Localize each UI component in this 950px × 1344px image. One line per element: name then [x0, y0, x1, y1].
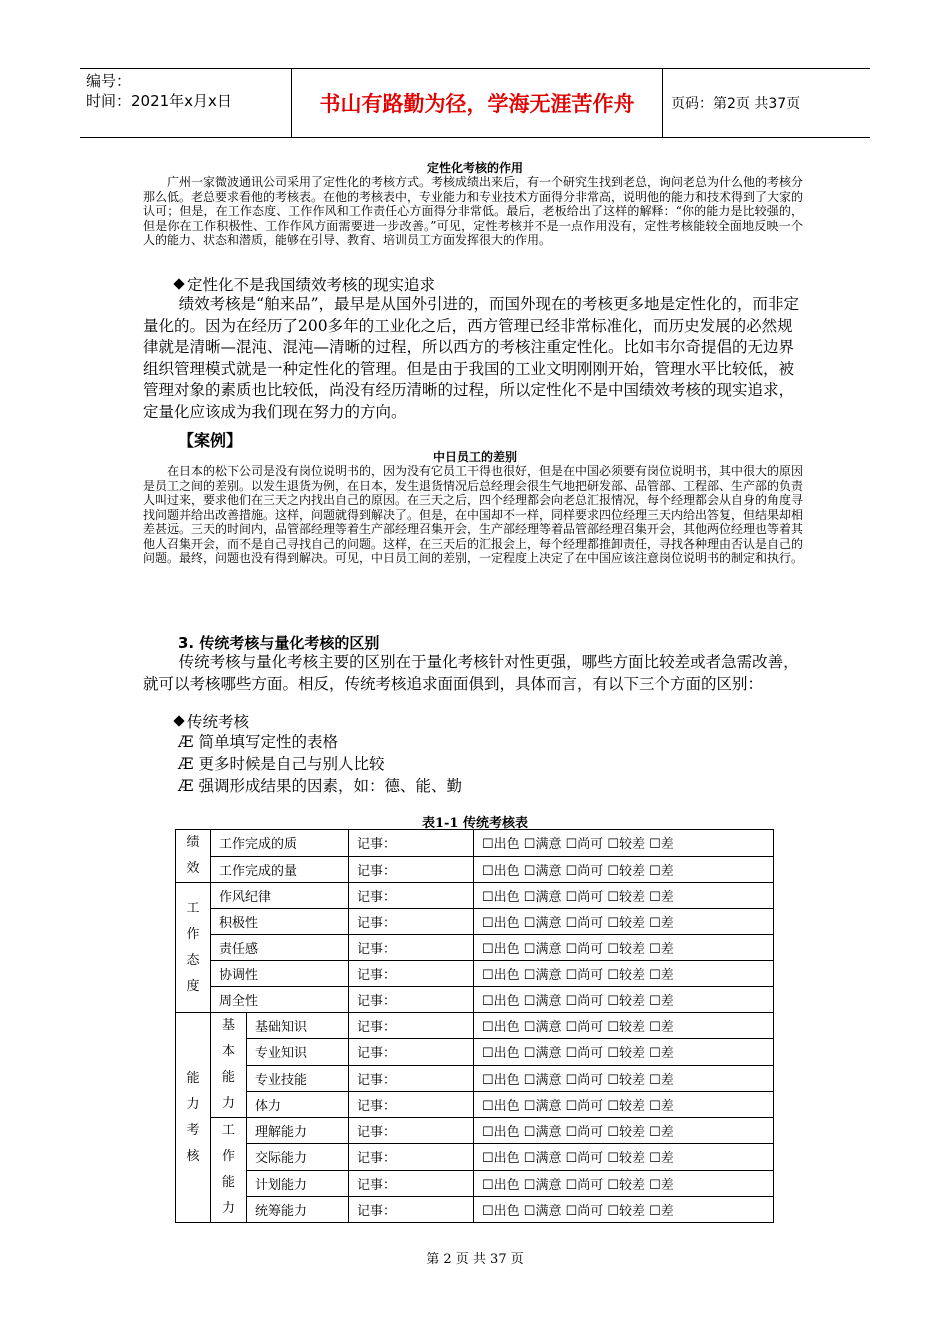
page-header [80, 68, 870, 138]
section1-body-block [143, 175, 803, 248]
section2-body: 绩效考核是“舶来品”，最早是从国外引进的，而国外现在的考核更多地是定性化的，而非定量化的。因为在经历了200多年的工业化之后，西方管理已经非常标准化，而历史发展的必然规律就是清晰—混沌、混沌—清晰的过程，所以西方的考核注重定性化。比如韦尔奇提倡的无边界组织管理模式就是一种定性化的管理。但是由于我国的工业文明刚刚开始，管理水平比较低，被管理对象的素质也比较低，尚没有经历清晰的过程，所以定性化不是中国绩效考核的现实追求，定量化应该成为我们现在努力的方向。 [143, 295, 799, 421]
record-cell[interactable]: 记事： [349, 909, 474, 935]
table-row [176, 883, 774, 909]
table-row [176, 935, 774, 961]
record-cell[interactable]: 记事： [349, 1091, 474, 1117]
row-item: 协调性 [211, 961, 349, 987]
subgroup-label: 基本能力 [211, 1013, 247, 1118]
section3-heading: 3. 传统考核与量化考核的区别 [178, 634, 380, 652]
table-row [176, 1118, 774, 1144]
diamond-bullet-icon [173, 278, 184, 289]
rating-options[interactable]: ☐出色 ☐满意 ☐尚可 ☐较差 ☐差 [474, 856, 774, 883]
table-row [176, 856, 774, 883]
diamond-bullet-icon [173, 715, 184, 726]
group-label: 工作态度 [176, 883, 211, 1013]
section3-body-block [143, 652, 808, 695]
rating-options[interactable]: ☐出色 ☐满意 ☐尚可 ☐较差 ☐差 [474, 1013, 774, 1039]
code-label: 编号： [86, 72, 132, 90]
section3-bullet-heading: 传统考核 [187, 713, 250, 731]
row-item: 基础知识 [247, 1013, 349, 1039]
page-footer: 第 2 页 共 37 页 [426, 1252, 524, 1267]
rating-options[interactable]: ☐出色 ☐满意 ☐尚可 ☐较差 ☐差 [474, 961, 774, 987]
list-item: Æ 强调形成结果的因素，如：德、能、勤 [178, 777, 462, 795]
record-cell[interactable]: 记事： [349, 856, 474, 883]
table-row [176, 909, 774, 935]
section2-body-block [143, 294, 808, 423]
case-label: 【案例】 [178, 431, 243, 450]
section1-title: 定性化考核的作用 [426, 161, 523, 175]
row-item: 计划能力 [247, 1170, 349, 1196]
record-cell[interactable]: 记事： [349, 1013, 474, 1039]
row-item: 专业技能 [247, 1065, 349, 1091]
section2-heading: 定性化不是我国绩效考核的现实追求 [187, 276, 436, 294]
record-cell[interactable]: 记事： [349, 830, 474, 857]
table-row [176, 1065, 774, 1091]
rating-options[interactable]: ☐出色 ☐满意 ☐尚可 ☐较差 ☐差 [474, 1144, 774, 1170]
row-item: 统筹能力 [247, 1196, 349, 1222]
table-row [176, 961, 774, 987]
record-cell[interactable]: 记事： [349, 1118, 474, 1144]
table-row [176, 1196, 774, 1222]
row-item: 理解能力 [247, 1118, 349, 1144]
list-item: Æ 简单填写定性的表格 [178, 733, 338, 751]
rating-options[interactable]: ☐出色 ☐满意 ☐尚可 ☐较差 ☐差 [474, 987, 774, 1013]
section1-body: 广州一家微波通讯公司采用了定性化的考核方式。考核成绩出来后，有一个研究生找到老总，询问老总为什么他的考核分那么低。老总要求看他的考核表。在他的考核表中，专业能力和专业技术方面得分非常高，说明他的能力和技术得到了大家的认可；但是，在工作态度、工作作风和工作责任心方面得分非常低。最后，老板给出了这样的解释：“你的能力是比较强的，但是你在工作积极性、工作作风方面需要进一步改善。”可见，定性考核并不是一点作用没有，定性考核能较全面地反映一个人的能力、状态和潜质，能够在引导、教育、培训员工方面发挥很大的作用。 [143, 175, 804, 247]
rating-options[interactable]: ☐出色 ☐满意 ☐尚可 ☐较差 ☐差 [474, 935, 774, 961]
header-page-info: 页码：第2页 共37页 [671, 96, 801, 112]
subgroup-label: 工作能力 [211, 1118, 247, 1223]
group-label: 能力考核 [176, 1013, 211, 1223]
row-item: 体力 [247, 1091, 349, 1117]
table-caption: 表1-1 传统考核表 [421, 816, 528, 831]
section2-heading-row [173, 273, 435, 295]
rating-options[interactable]: ☐出色 ☐满意 ☐尚可 ☐较差 ☐差 [474, 830, 774, 857]
rating-options[interactable]: ☐出色 ☐满意 ☐尚可 ☐较差 ☐差 [474, 1091, 774, 1117]
section3-bullet-row [173, 710, 249, 732]
list-item: Æ 更多时候是自己与别人比较 [178, 755, 385, 773]
record-cell[interactable]: 记事： [349, 1196, 474, 1222]
group-label: 绩效 [176, 830, 211, 883]
rating-options[interactable]: ☐出色 ☐满意 ☐尚可 ☐较差 ☐差 [474, 909, 774, 935]
section3-body: 传统考核与量化考核主要的区别在于量化考核针对性更强，哪些方面比较差或者急需改善，就可以考核哪些方面。相反，传统考核追求面面俱到，具体而言，有以下三个方面的区别： [143, 653, 799, 693]
case-title: 中日员工的差别 [432, 450, 517, 464]
record-cell[interactable]: 记事： [349, 935, 474, 961]
time-label: 时间：2021年x月x日 [86, 92, 232, 110]
record-cell[interactable]: 记事： [349, 961, 474, 987]
traditional-assessment-table [175, 829, 774, 1223]
row-item: 工作完成的量 [211, 856, 349, 883]
table-row [176, 1013, 774, 1039]
table-row [176, 1170, 774, 1196]
record-cell[interactable]: 记事： [349, 987, 474, 1013]
record-cell[interactable]: 记事： [349, 1039, 474, 1065]
row-item: 作风纪律 [211, 883, 349, 909]
section3-list [178, 731, 462, 797]
record-cell[interactable]: 记事： [349, 1065, 474, 1091]
row-item: 周全性 [211, 987, 349, 1013]
table-row [176, 1144, 774, 1170]
record-cell[interactable]: 记事： [349, 1170, 474, 1196]
row-item: 责任感 [211, 935, 349, 961]
row-item: 专业知识 [247, 1039, 349, 1065]
row-item: 工作完成的质 [211, 830, 349, 857]
header-left-cell [80, 69, 292, 137]
rating-options[interactable]: ☐出色 ☐满意 ☐尚可 ☐较差 ☐差 [474, 1065, 774, 1091]
row-item: 交际能力 [247, 1144, 349, 1170]
table-row [176, 987, 774, 1013]
record-cell[interactable]: 记事： [349, 1144, 474, 1170]
case-body: 在日本的松下公司是没有岗位说明书的，因为没有它员工干得也很好，但是在中国必须要有岗位说明书，其中很大的原因是员工之间的差别。以发生退货为例，在日本，发生退货情况后总经理会很生气地把研发部、品管部、工程部、生产部的负责人叫过来，要求他们在三天之内找出自己的原因。在三天之后，四个经理都会向老总汇报情况，每个经理都会从自身的角度寻找问题并给出改善措施。这样，问题就得到解决了。但是，在中国却不一样，同样要求四位经理三天内给出答复，但结果却相差甚远。三天的时间内，品管部经理等着生产部经理召集开会，生产部经理等着品管部经理召集开会，其他两位经理也等着其他人召集开会，而不是自己寻找自己的问题。这样，在三天后的汇报会上，每个经理都推卸责任，寻找各种理由否认是自己的问题。最终，问题也没有得到解决。可见，中日员工间的差别，一定程度上决定了在中国应该注意岗位说明书的制定和执行。 [143, 464, 804, 565]
case-body-block [143, 464, 803, 566]
rating-options[interactable]: ☐出色 ☐满意 ☐尚可 ☐较差 ☐差 [474, 883, 774, 909]
row-item: 积极性 [211, 909, 349, 935]
table-row [176, 1039, 774, 1065]
table-row [176, 830, 774, 857]
rating-options[interactable]: ☐出色 ☐满意 ☐尚可 ☐较差 ☐差 [474, 1118, 774, 1144]
table-row [176, 1091, 774, 1117]
rating-options[interactable]: ☐出色 ☐满意 ☐尚可 ☐较差 ☐差 [474, 1196, 774, 1222]
header-motto: 书山有路勤为径，学海无涯苦作舟 [292, 69, 663, 137]
rating-options[interactable]: ☐出色 ☐满意 ☐尚可 ☐较差 ☐差 [474, 1170, 774, 1196]
rating-options[interactable]: ☐出色 ☐满意 ☐尚可 ☐较差 ☐差 [474, 1039, 774, 1065]
record-cell[interactable]: 记事： [349, 883, 474, 909]
